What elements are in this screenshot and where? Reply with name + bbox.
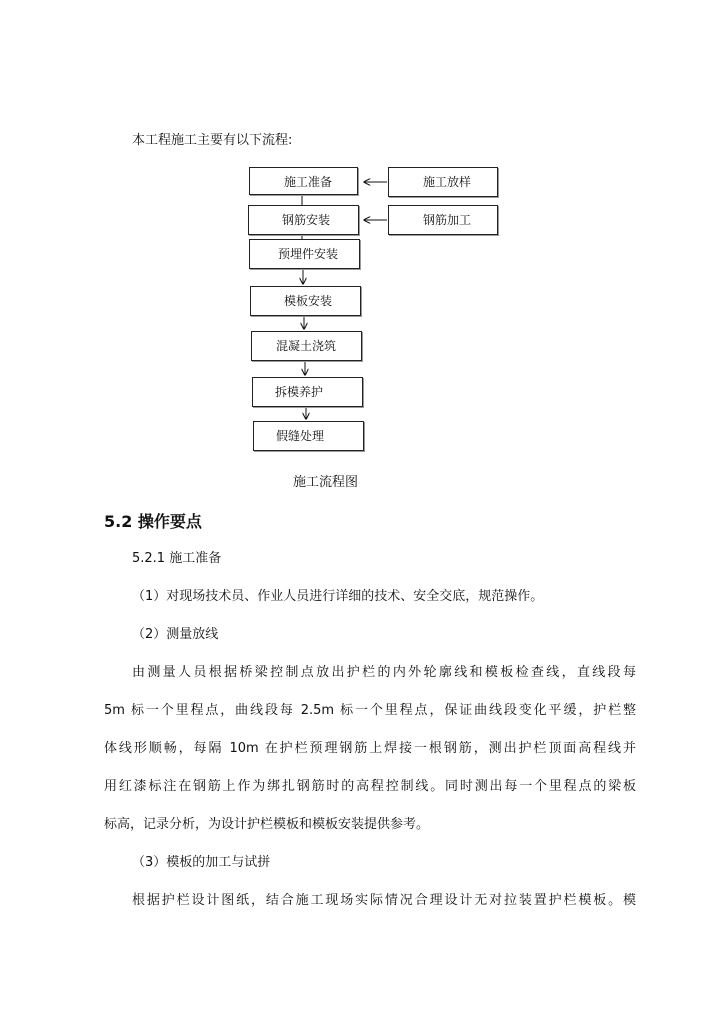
- flow-step-setting-out: 施工放样: [388, 167, 498, 197]
- flow-step-rebar-processing: 钢筋加工: [388, 205, 498, 235]
- flow-step-construction-prep: 施工准备: [249, 167, 358, 195]
- flow-step-demold-cure: 拆模养护: [252, 377, 363, 407]
- paragraph-line: 由测量人员根据桥梁控制点放出护栏的内外轮廓线和模板检查线，直线段每: [132, 665, 636, 680]
- item-2: （2）测量放线: [132, 627, 219, 642]
- flow-step-concrete-pour: 混凝土浇筑: [251, 331, 362, 361]
- paragraph-line: 5m 标一个里程点，曲线段每 2.5m 标一个里程点，保证曲线段变化平缓，护栏整: [104, 703, 636, 718]
- flow-step-rebar-install: 钢筋安装: [248, 205, 359, 235]
- paragraph-line: 体线形顺畅，每隔 10m 在护栏预理钢筋上焊接一根钢筋，测出护栏顶面高程线并: [104, 741, 636, 756]
- item-1: （1）对现场技术员、作业人员进行详细的技术、安全交底，规范操作。: [132, 589, 544, 604]
- paragraph-line: 标高，记录分析，为设计护栏模板和模板安装提供参考。: [104, 817, 430, 832]
- item-3: （3）模板的加工与试拼: [132, 855, 271, 870]
- paragraph-line: 用红漆标注在钢筋上作为绑扎钢筋时的高程控制线。同时测出每一个里程点的梁板: [104, 779, 636, 794]
- paragraph-line: 根据护栏设计图纸，结合施工现场实际情况合理设计无对拉装置护栏模板。模: [132, 893, 636, 908]
- figure-caption: 施工流程图: [293, 475, 359, 490]
- flow-step-embedded-parts: 预埋件安装: [249, 239, 360, 269]
- section-heading: 5.2 操作要点: [104, 512, 202, 531]
- flow-step-false-joint: 假缝处理: [253, 421, 364, 451]
- flow-step-formwork-install: 模板安装: [250, 286, 361, 316]
- subsection-heading: 5.2.1 施工准备: [132, 551, 222, 566]
- intro-text: 本工程施工主要有以下流程:: [132, 133, 293, 148]
